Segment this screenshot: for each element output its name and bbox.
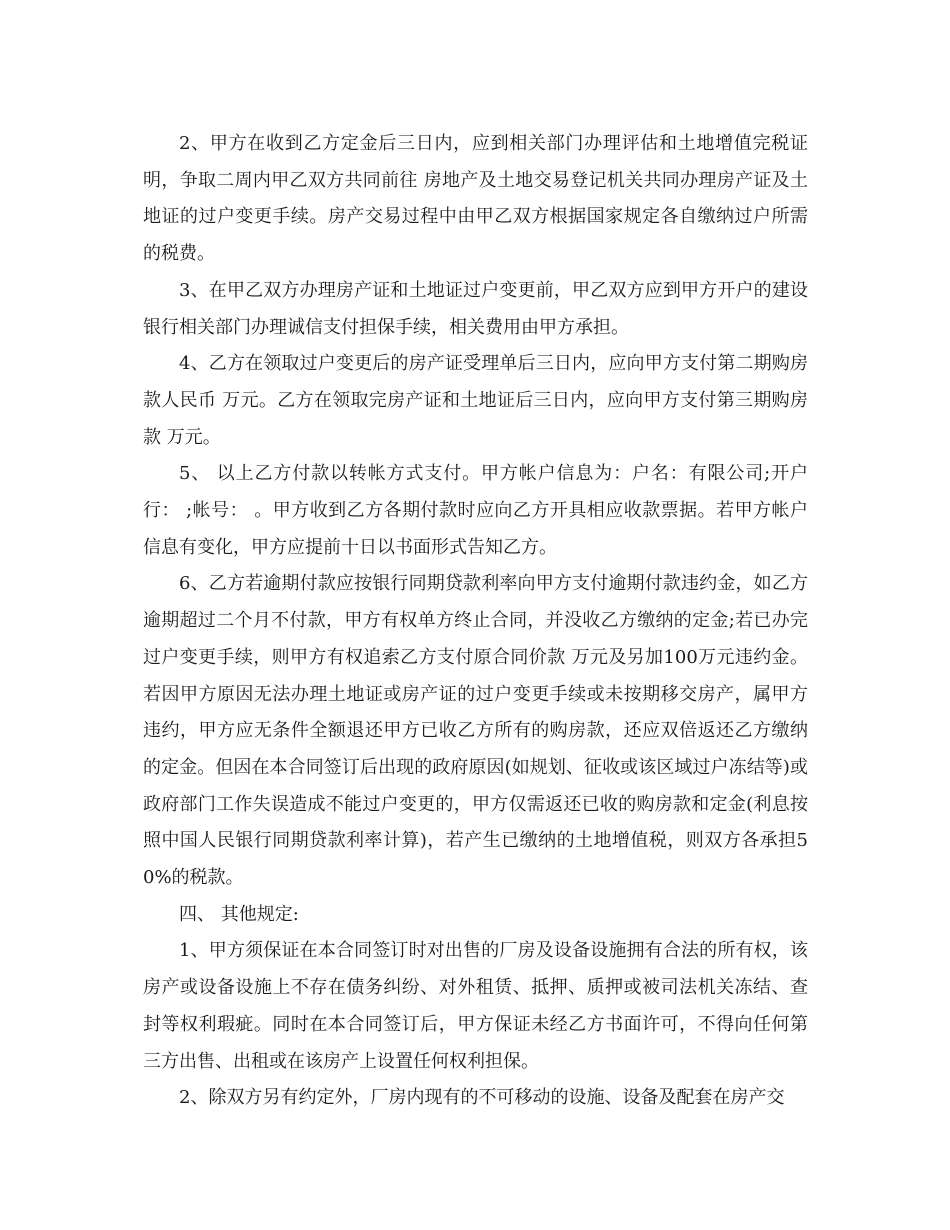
clause-4-paragraph: 4、乙方在领取过户变更后的房产证受理单后三日内，应向甲方支付第二期购房款人民币 万元。乙方在领取完房产证和土地证后三日内，应向甲方支付第三期购房款 万元。 xyxy=(143,353,808,448)
clause-2-paragraph: 2、甲方在收到乙方定金后三日内，应到相关部门办理评估和土地增值完税证明，争取二周内甲乙双方共同前往 房地产及土地交易登记机关共同办理房产证及土地证的过户变更手续。房产交易过程中由甲乙双方根据国家规定各自缴纳过户所需的税费。 xyxy=(143,133,808,265)
clause-6-paragraph: 6、乙方若逾期付款应按银行同期贷款利率向甲方支付逾期付款违约金，如乙方逾期超过二个月不付款，甲方有权单方终止合同，并没收乙方缴纳的定金;若已办完过户变更手续，则甲方有权追索乙方支付原合同价款 万元及另加100万元违约金。若因甲方原因无法办理土地证或房产证的过户变更手续或未按期移交房产，属甲方违约，甲方应无条件全额退还甲方已收乙方所有的购房款，还应双倍返还乙方缴纳的定金。但因在本合同签订后出现的政府原因(如规划、征收或该区域过户冻结等)或政府部门工作失误造成不能过户变更的，甲方仅需返还已收的购房款和定金(利息按照中国人民银行同期贷款利率计算)，若产生已缴纳的土地增值税，则双方各承担50%的税款。 xyxy=(143,573,808,889)
other-clause-2-paragraph: 2、除双方另有约定外，厂房内现有的不可移动的设施、设备及配套在房产交 xyxy=(179,1087,785,1109)
section-4-heading: 四、 其他规定: xyxy=(179,903,299,925)
other-clause-1-paragraph: 1、甲方须保证在本合同签订时对出售的厂房及设备设施拥有合法的所有权，该房产或设备设施上不存在债务纠纷、对外租赁、抵押、质押或被司法机关冻结、查封等权利瑕疵。同时在本合同签订后，甲方保证未经乙方书面许可，不得向任何第三方出售、出租或在该房产上设置任何权利担保。 xyxy=(143,940,808,1072)
clause-3-paragraph: 3、在甲乙双方办理房产证和土地证过户变更前，甲乙双方应到甲方开户的建设银行相关部门办理诚信支付担保手续，相关费用由甲方承担。 xyxy=(143,279,808,338)
document-body xyxy=(143,126,808,1117)
clause-5-paragraph: 5、 以上乙方付款以转帐方式支付。甲方帐户信息为：户名：有限公司;开户行： ;帐号： 。甲方收到乙方各期付款时应向乙方开具相应收款票据。若甲方帐户信息有变化，甲方应提前十日以书面形式告知乙方。 xyxy=(143,463,808,558)
